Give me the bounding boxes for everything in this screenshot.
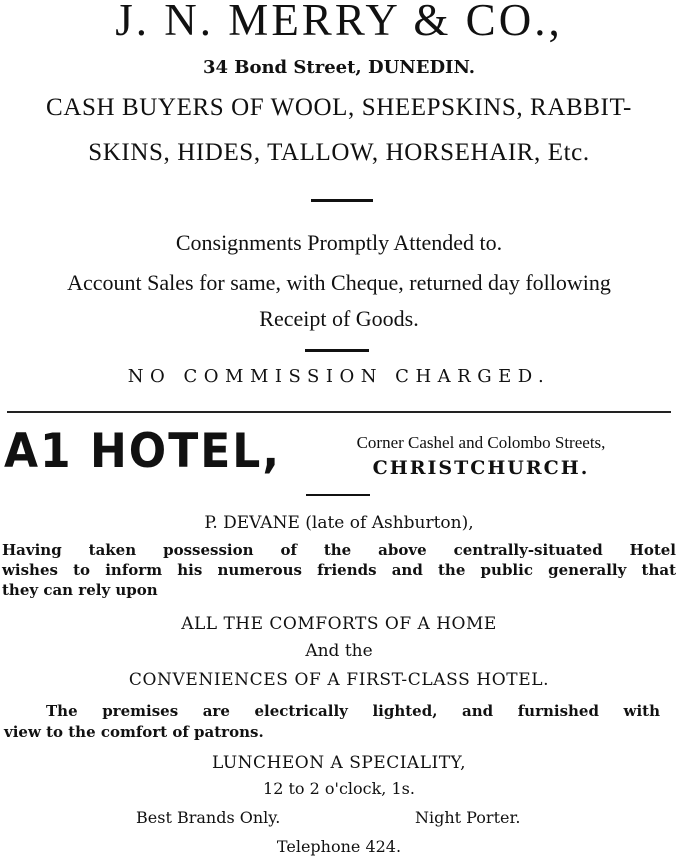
telephone-line: Telephone 424. <box>276 837 402 856</box>
comforts-line: ALL THE COMFORTS OF A HOME <box>181 614 497 634</box>
premises-line-2: view to the comfort of patrons. <box>4 723 264 741</box>
and-the-line: And the <box>305 641 373 661</box>
buyers-line-2: SKINS, HIDES, TALLOW, HORSEHAIR, Etc. <box>88 139 590 166</box>
conveniences-line: CONVENIENCES OF A FIRST-CLASS HOTEL. <box>128 670 550 690</box>
best-brands-line: Best Brands Only. <box>136 808 281 827</box>
section-divider <box>7 411 671 413</box>
firm-address: 34 Bond Street, DUNEDIN. <box>202 57 476 78</box>
premises-line-1: The premises are electrically lighted, and furnished with <box>46 702 660 720</box>
hours-line: 12 to 2 o'clock, 1s. <box>263 779 415 798</box>
short-divider-1 <box>311 199 373 202</box>
consignments-line: Consignments Promptly Attended to. <box>175 230 503 255</box>
paragraph-line-3: they can rely upon <box>2 581 158 599</box>
paragraph-line-2: wishes to inform his numerous friends and the public generally that <box>2 561 676 579</box>
no-commission-line: NO COMMISSION CHARGED. <box>127 366 551 387</box>
luncheon-line: LUNCHEON A SPECIALITY, <box>212 753 466 773</box>
proprietor-line: P. DEVANE (late of Ashburton), <box>204 513 474 533</box>
buyers-line-1: CASH BUYERS OF WOOL, SHEEPSKINS, RABBIT- <box>46 94 632 121</box>
paragraph-line-1: Having taken possession of the above centrally-situated Hotel <box>2 541 676 559</box>
short-divider-2 <box>305 349 369 352</box>
hotel-city: CHRISTCHURCH. <box>372 457 590 479</box>
receipt-line: Receipt of Goods. <box>259 306 419 331</box>
hotel-corner-line: Corner Cashel and Colombo Streets, <box>356 433 606 452</box>
hotel-name: A1 HOTEL, <box>4 424 282 480</box>
night-porter-line: Night Porter. <box>415 808 521 827</box>
firm-name: J. N. MERRY & CO., <box>115 0 563 45</box>
short-divider-3 <box>306 494 370 496</box>
account-sales-line: Account Sales for same, with Cheque, returned day following <box>67 270 611 295</box>
